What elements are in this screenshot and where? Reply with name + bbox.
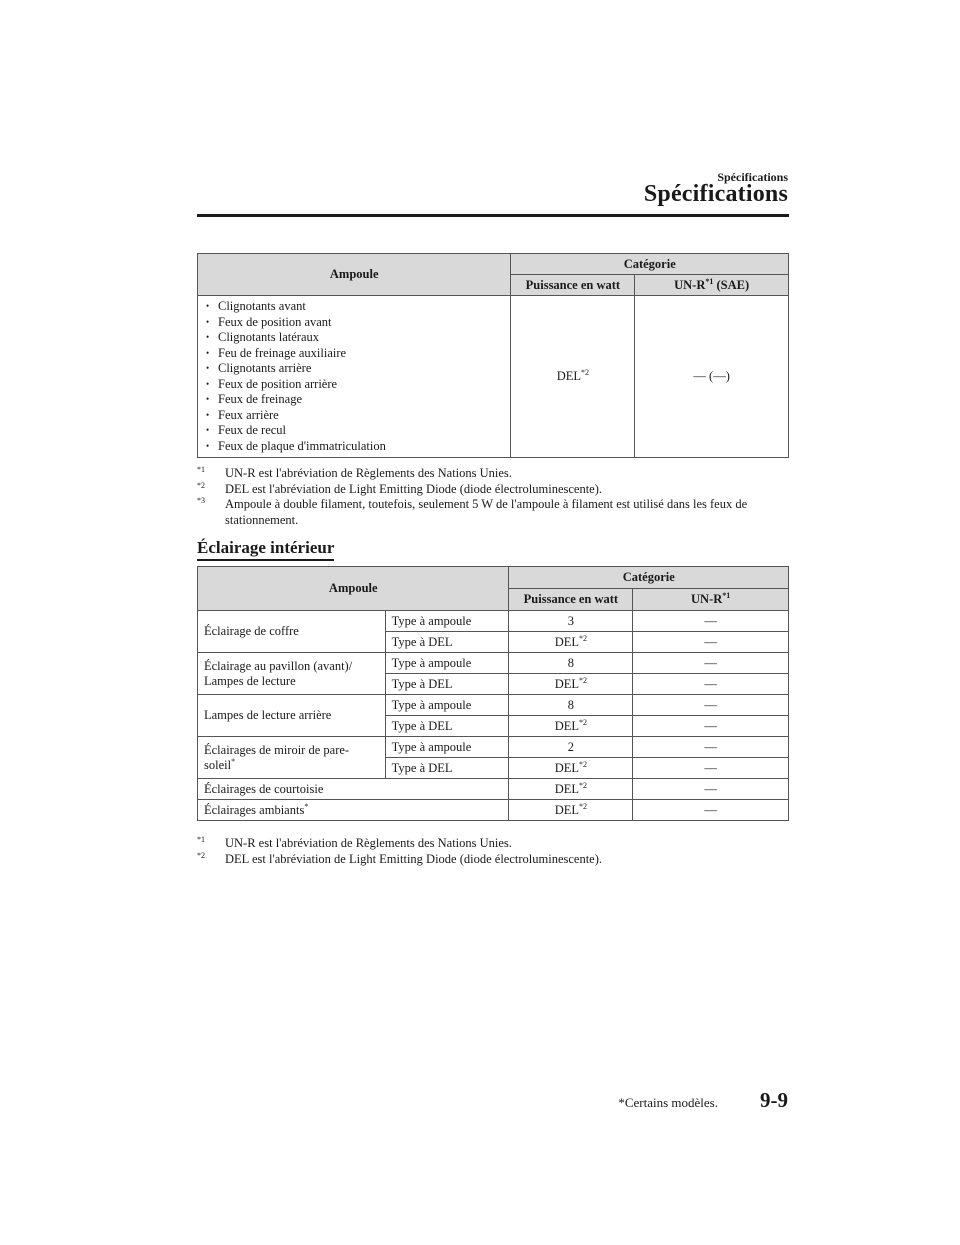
footnote: $^{*2}$ DEL est l'abréviation de Light Emitting Diode (diode électroluminescente). [197, 850, 603, 866]
table-row [198, 695, 789, 716]
list-item: • Clignotants arrière [206, 361, 504, 377]
list-item: • Feux arrière [206, 408, 504, 424]
power-cell: DEL$^{*2}$ [509, 779, 633, 800]
footnote: $^{*3}$ Ampoule à double filament, toutefois, seulement 5 W de l'ampoule à filament est utilisé dans les feux de [197, 495, 748, 511]
col-header-bulb: Ampoule [198, 254, 511, 296]
section-header-small: Spécifications [717, 170, 788, 184]
footnote-continuation: stationnement. [225, 512, 299, 527]
type-cell: Type à DEL [385, 758, 509, 779]
power-cell: DEL$^{*2}$ [511, 296, 635, 458]
unr-cell: — [633, 632, 789, 653]
power-cell: DEL$^{*2}$ [509, 800, 633, 821]
list-item: • Feux de recul [206, 423, 504, 439]
unr-cell: — [633, 695, 789, 716]
col-header-power: Puissance en watt [511, 275, 635, 296]
col-header-unr: $UN-R^{*1}$ (SAE) [635, 275, 789, 296]
header-rule [197, 214, 789, 217]
col-header-power: Puissance en watt [509, 589, 633, 611]
row-name: Éclairages de miroir de pare-soleil* [198, 737, 386, 779]
exterior-bulb-table [197, 253, 789, 458]
unr-cell: — [633, 611, 789, 632]
type-cell: Type à ampoule [385, 695, 509, 716]
footer-note: *Certains modèles. [618, 1095, 718, 1110]
list-item: • Feu de freinage auxiliaire [206, 346, 504, 362]
row-name: Éclairages de courtoisie [198, 779, 509, 800]
col-header-category: Catégorie [511, 254, 789, 275]
unr-cell: — [633, 758, 789, 779]
type-cell: Type à ampoule [385, 611, 509, 632]
power-cell: DEL$^{*2}$ [509, 758, 633, 779]
interior-bulb-table [197, 566, 789, 821]
power-cell: 2 [509, 737, 633, 758]
list-item: • Clignotants avant [206, 299, 504, 315]
power-cell: DEL$^{*2}$ [509, 632, 633, 653]
unr-cell: — [633, 716, 789, 737]
type-cell: Type à DEL [385, 674, 509, 695]
unr-cell: — [633, 674, 789, 695]
col-header-bulb: Ampoule [198, 567, 509, 611]
footnotes-2 [197, 836, 789, 867]
type-cell: Type à DEL [385, 632, 509, 653]
table-row [198, 800, 789, 821]
list-item: • Clignotants latéraux [206, 330, 504, 346]
unr-cell: — (—) [635, 296, 789, 458]
power-cell: 3 [509, 611, 633, 632]
power-cell: DEL$^{*2}$ [509, 716, 633, 737]
list-item: • Feux de freinage [206, 392, 504, 408]
table-row [198, 653, 789, 674]
row-name: Éclairages ambiants* [198, 800, 509, 821]
row-name: Éclairage de coffre [198, 611, 386, 653]
col-header-unr: $UN-R^{*1}$ [633, 589, 789, 611]
section-header-title: Spécifications [643, 181, 788, 207]
power-cell: 8 [509, 695, 633, 716]
row-name: Lampes de lecture arrière [198, 695, 386, 737]
table-row [198, 737, 789, 758]
unr-cell: — [633, 653, 789, 674]
power-cell: DEL$^{*2}$ [509, 674, 633, 695]
table-row [198, 779, 789, 800]
type-cell: Type à ampoule [385, 737, 509, 758]
page-number: 9-9 [760, 1088, 788, 1112]
list-item: • Feux de position avant [206, 315, 504, 331]
bulb-list-cell [198, 296, 511, 458]
unr-cell: — [633, 779, 789, 800]
footnote: $^{*1}$ UN-R est l'abréviation de Règlements des Nations Unies. [197, 834, 512, 850]
power-cell: 8 [509, 653, 633, 674]
table-row [198, 611, 789, 632]
footnote: $^{*2}$ DEL est l'abréviation de Light Emitting Diode (diode électroluminescente). [197, 480, 603, 496]
list-item: • Feux de position arrière [206, 377, 504, 393]
row-name: Éclairage au pavillon (avant)/ Lampes de lecture [198, 653, 386, 695]
list-item: • Feux de plaque d'immatriculation [206, 439, 504, 455]
type-cell: Type à ampoule [385, 653, 509, 674]
section-title: Éclairage intérieur [197, 538, 334, 561]
footnotes-1 [197, 466, 789, 528]
col-header-category: Catégorie [509, 567, 789, 589]
footnote: $^{*1}$ UN-R est l'abréviation de Règlements des Nations Unies. [197, 464, 512, 480]
unr-cell: — [633, 800, 789, 821]
type-cell: Type à DEL [385, 716, 509, 737]
unr-cell: — [633, 737, 789, 758]
